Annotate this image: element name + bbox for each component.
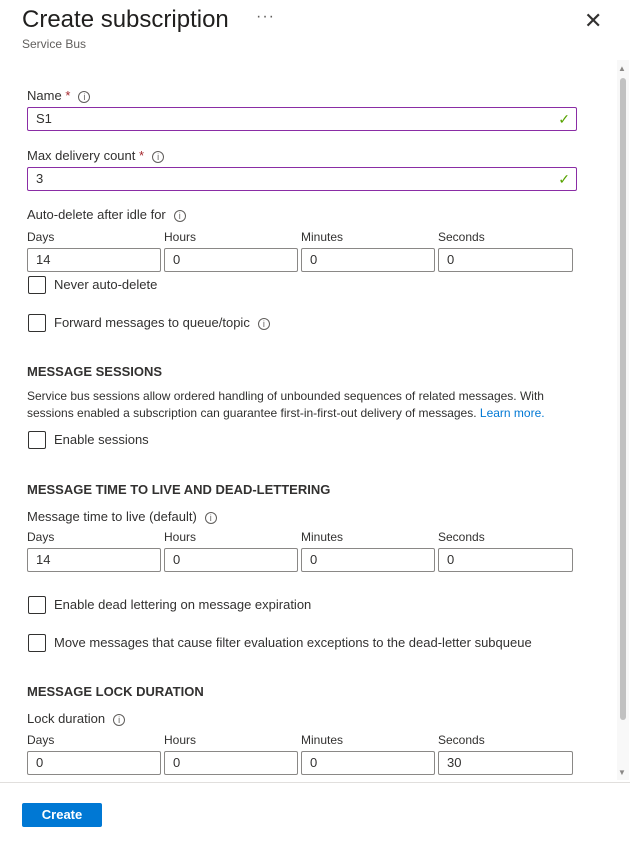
- auto-delete-label-text: Auto-delete after idle for: [27, 207, 166, 222]
- required-marker: *: [65, 88, 71, 103]
- days-label: Days: [27, 230, 55, 244]
- checkmark-icon: ✓: [558, 111, 570, 127]
- max-delivery-label-text: Max delivery count: [27, 148, 136, 163]
- max-delivery-label: [27, 148, 164, 163]
- minutes-label: Minutes: [301, 733, 344, 747]
- lock-duration-label-text: Lock duration: [27, 711, 106, 726]
- lock-minutes-input[interactable]: 0: [301, 751, 435, 775]
- info-icon[interactable]: i: [113, 714, 125, 726]
- forward-messages-checkbox[interactable]: [28, 314, 46, 332]
- more-options-button[interactable]: ···: [256, 8, 275, 25]
- sessions-description-text: Service bus sessions allow ordered handling of unbounded sequences of related messages. With sessions enabled a subscription can guarantee first-in-first-out delivery of messages.: [27, 389, 544, 420]
- ttl-minutes-input[interactable]: 0: [301, 548, 435, 572]
- info-icon[interactable]: i: [258, 318, 270, 330]
- enable-sessions-checkbox[interactable]: [28, 431, 46, 449]
- page-title: Create subscription: [22, 6, 229, 33]
- never-auto-delete-label: Never auto-delete: [54, 277, 158, 292]
- lock-hours-input[interactable]: 0: [164, 751, 298, 775]
- enable-sessions-label: Enable sessions: [54, 432, 149, 447]
- max-delivery-value: 3: [36, 171, 44, 186]
- info-icon[interactable]: i: [78, 91, 90, 103]
- create-button[interactable]: Create: [22, 803, 102, 827]
- info-icon[interactable]: i: [152, 151, 164, 163]
- name-label-text: Name: [27, 88, 62, 103]
- seconds-label: Seconds: [438, 733, 485, 747]
- learn-more-link[interactable]: Learn more.: [479, 406, 545, 420]
- ttl-label-text: Message time to live (default): [27, 509, 197, 524]
- dead-letter-expiration-label: Enable dead lettering on message expiration: [54, 597, 312, 612]
- lock-seconds-input[interactable]: 30: [438, 751, 573, 775]
- forward-messages-label-text: Forward messages to queue/topic: [54, 315, 250, 330]
- message-sessions-heading: MESSAGE SESSIONS: [27, 364, 163, 379]
- minutes-label: Minutes: [301, 530, 344, 544]
- auto-delete-seconds-input[interactable]: 0: [438, 248, 573, 272]
- forward-messages-label: [54, 315, 270, 330]
- name-label: [27, 88, 90, 103]
- auto-delete-hours-input[interactable]: 0: [164, 248, 298, 272]
- name-value: S1: [36, 111, 52, 126]
- seconds-label: Seconds: [438, 230, 485, 244]
- checkmark-icon: ✓: [558, 171, 570, 187]
- dead-letter-expiration-checkbox[interactable]: [28, 596, 46, 614]
- scroll-up-icon[interactable]: ▲: [618, 64, 626, 73]
- hours-label: Hours: [164, 733, 197, 747]
- hours-label: Hours: [164, 230, 197, 244]
- seconds-label: Seconds: [438, 530, 485, 544]
- ttl-hours-input[interactable]: 0: [164, 548, 298, 572]
- dead-letter-filter-checkbox[interactable]: [28, 634, 46, 652]
- ttl-label: [27, 509, 217, 524]
- ttl-days-input[interactable]: 14: [27, 548, 161, 572]
- days-label: Days: [27, 530, 55, 544]
- dead-letter-filter-label: Move messages that cause filter evaluation exceptions to the dead-letter subqueue: [54, 635, 532, 650]
- max-delivery-input[interactable]: [27, 167, 577, 191]
- scroll-down-icon[interactable]: ▼: [618, 768, 626, 777]
- info-icon[interactable]: i: [205, 512, 217, 524]
- hours-label: Hours: [164, 530, 197, 544]
- name-input[interactable]: [27, 107, 577, 131]
- ttl-heading: MESSAGE TIME TO LIVE AND DEAD-LETTERING: [27, 482, 331, 497]
- scrollbar-thumb[interactable]: [620, 78, 626, 720]
- never-auto-delete-checkbox[interactable]: [28, 276, 46, 294]
- info-icon[interactable]: i: [174, 210, 186, 222]
- ttl-seconds-input[interactable]: 0: [438, 548, 573, 572]
- page-subtitle: Service Bus: [22, 37, 87, 51]
- lock-days-input[interactable]: 0: [27, 751, 161, 775]
- auto-delete-days-input[interactable]: 14: [27, 248, 161, 272]
- lock-heading: MESSAGE LOCK DURATION: [27, 684, 204, 699]
- lock-duration-label: [27, 711, 125, 726]
- auto-delete-label: [27, 207, 186, 222]
- close-icon[interactable]: ✕: [584, 8, 603, 33]
- minutes-label: Minutes: [301, 230, 344, 244]
- days-label: Days: [27, 733, 55, 747]
- sessions-description: [27, 388, 587, 422]
- required-marker: *: [139, 148, 145, 163]
- auto-delete-minutes-input[interactable]: 0: [301, 248, 435, 272]
- footer-divider: [0, 782, 630, 783]
